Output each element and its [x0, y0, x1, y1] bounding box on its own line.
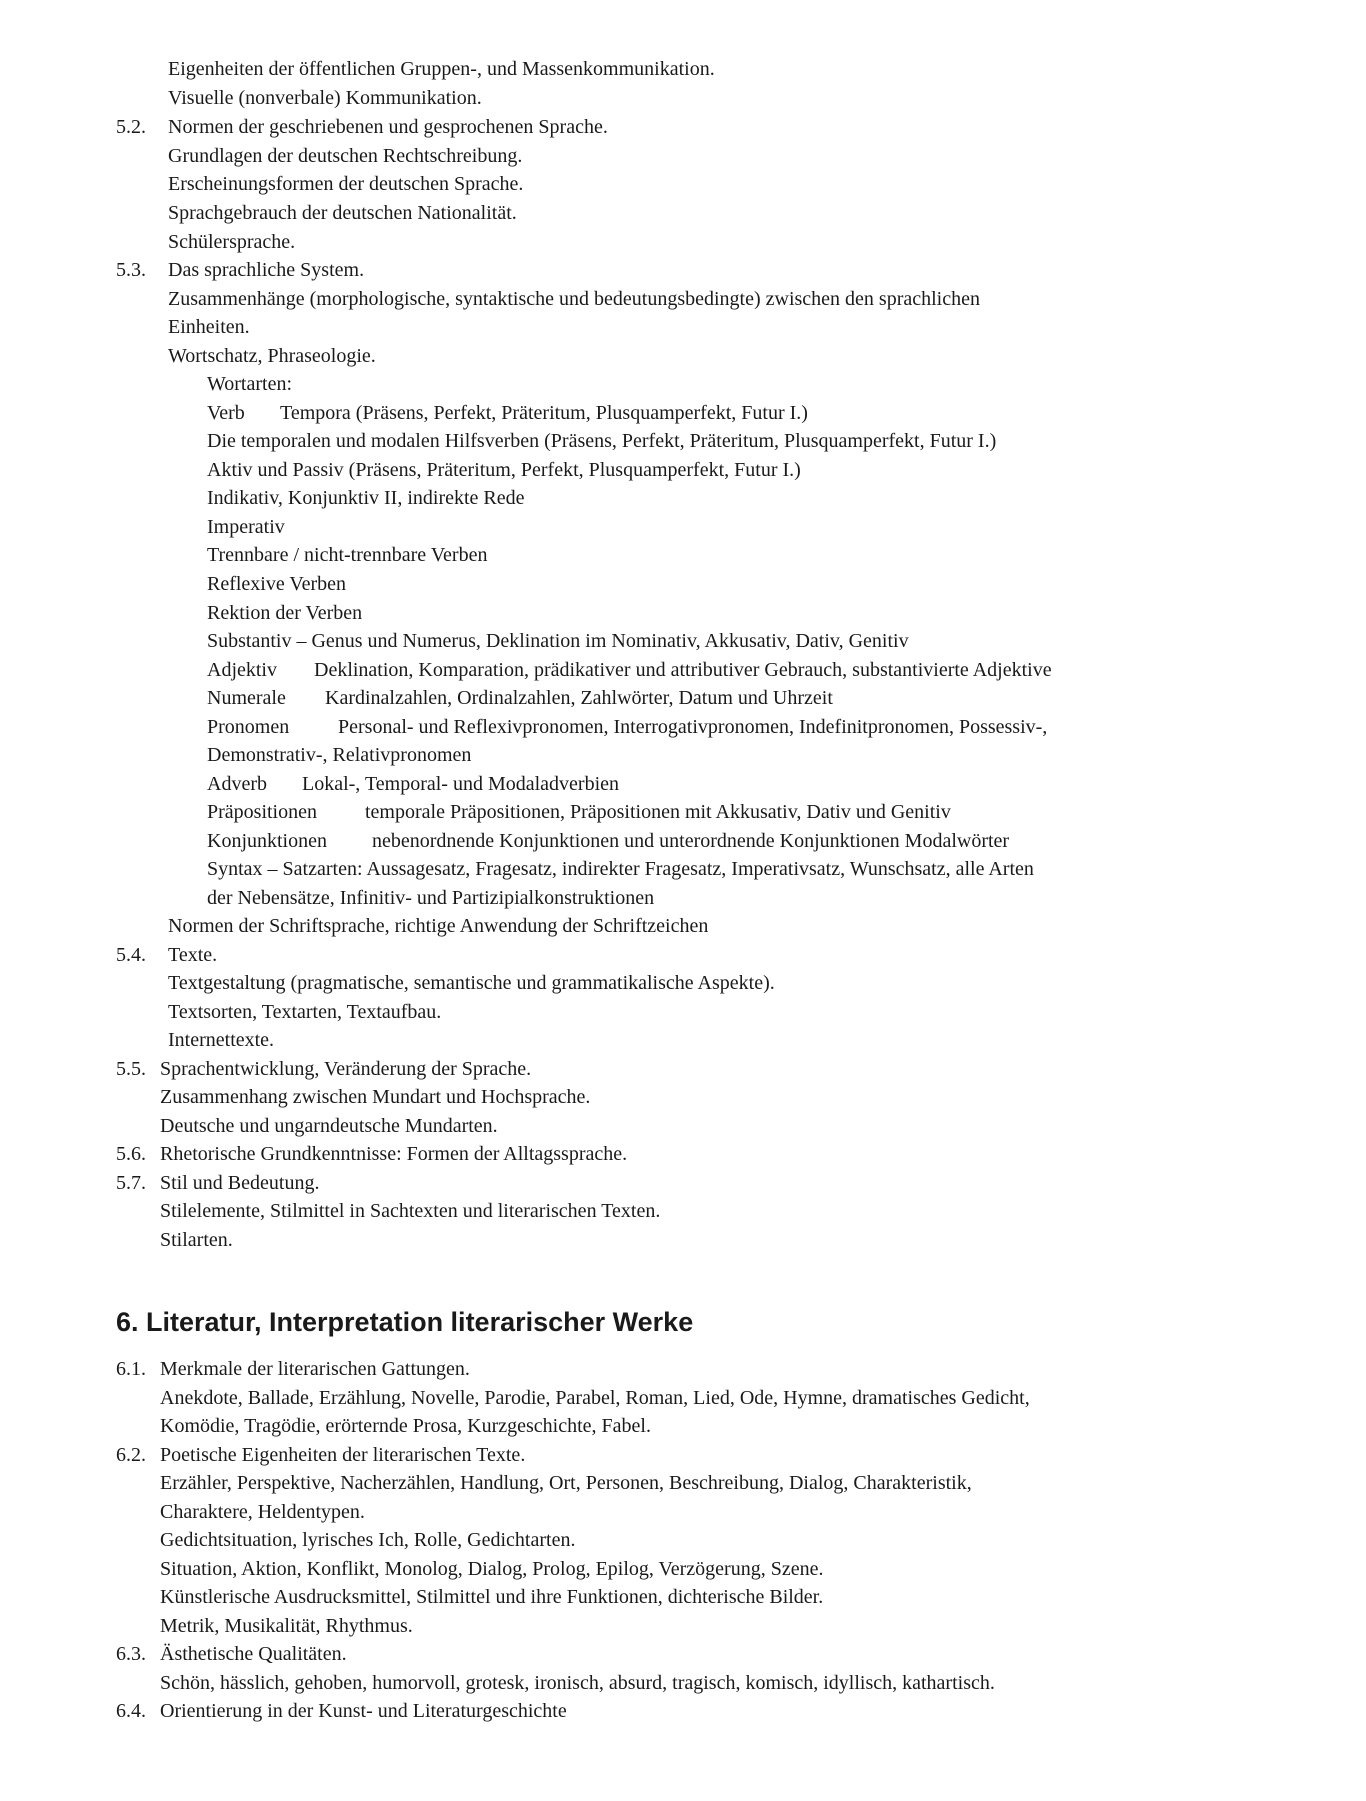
term-text: Lokal-, Temporal- und Modaladverbien — [302, 773, 620, 795]
wortart-praepositionen — [207, 798, 951, 826]
term-label: Präpositionen — [207, 801, 317, 823]
section-number: 5.6. — [116, 1143, 146, 1165]
term-text: temporale Präpositionen, Präpositionen mit Akkusativ, Dativ und Genitiv — [365, 801, 951, 823]
text-line: Eigenheiten der öffentlichen Gruppen-, und Massenkommunikation. — [168, 58, 715, 80]
list-item: Charaktere, Heldentypen. — [160, 1501, 365, 1523]
section-number: 6.3. — [116, 1643, 146, 1665]
wortart-numerale — [207, 684, 833, 712]
list-item: Anekdote, Ballade, Erzählung, Novelle, Parodie, Parabel, Roman, Lied, Ode, Hymne, dramatisches Gedicht, — [160, 1387, 1030, 1409]
term-text: Tempora (Präsens, Perfekt, Präteritum, Plusquamperfekt, Futur I.) — [280, 402, 808, 424]
term-label: Konjunktionen — [207, 830, 327, 852]
list-item: Wortarten: — [207, 373, 293, 395]
list-item: Zusammenhänge (morphologische, syntaktische und bedeutungsbedingte) zwischen den sprachlichen — [168, 288, 980, 310]
section-title: Normen der geschriebenen und gesprochenen Sprache. — [168, 116, 608, 138]
list-item: Imperativ — [207, 516, 285, 538]
list-item: Die temporalen und modalen Hilfsverben (Präsens, Perfekt, Präteritum, Plusquamperfekt, Futur I.) — [207, 430, 997, 452]
section-title: Das sprachliche System. — [168, 259, 365, 281]
section-title: Stil und Bedeutung. — [160, 1172, 320, 1194]
list-item: Deutsche und ungarndeutsche Mundarten. — [160, 1115, 498, 1137]
list-item: Aktiv und Passiv (Präsens, Präteritum, Perfekt, Plusquamperfekt, Futur I.) — [207, 459, 801, 481]
term-text: Personal- und Reflexivpronomen, Interrogativpronomen, Indefinitpronomen, Possessiv-, — [338, 716, 1048, 738]
list-item: Textsorten, Textarten, Textaufbau. — [168, 1001, 442, 1023]
term-text: Kardinalzahlen, Ordinalzahlen, Zahlwörter, Datum und Uhrzeit — [325, 687, 833, 709]
section-number: 5.2. — [116, 116, 146, 138]
list-item: Rektion der Verben — [207, 602, 363, 624]
list-item: Stilelemente, Stilmittel in Sachtexten und literarischen Texten. — [160, 1200, 661, 1222]
section-number: 5.3. — [116, 259, 146, 281]
section-title: Orientierung in der Kunst- und Literaturgeschichte — [160, 1700, 567, 1722]
list-item: Grundlagen der deutschen Rechtschreibung. — [168, 145, 523, 167]
list-item: Situation, Aktion, Konflikt, Monolog, Dialog, Prolog, Epilog, Verzögerung, Szene. — [160, 1558, 824, 1580]
wortart-konjunktionen — [207, 827, 1009, 855]
list-item: Schön, hässlich, gehoben, humorvoll, grotesk, ironisch, absurd, tragisch, komisch, idyllisch, kathartisch. — [160, 1672, 995, 1694]
term-label: Numerale — [207, 687, 286, 709]
term-text: Deklination, Komparation, prädikativer und attributiver Gebrauch, substantivierte Adjektive — [314, 659, 1052, 681]
list-item: Erzähler, Perspektive, Nacherzählen, Handlung, Ort, Personen, Beschreibung, Dialog, Charakteristik, — [160, 1472, 972, 1494]
list-item: Stilarten. — [160, 1229, 233, 1251]
wortart-adverb — [207, 770, 619, 798]
list-item: Substantiv – Genus und Numerus, Deklination im Nominativ, Akkusativ, Dativ, Genitiv — [207, 630, 909, 652]
term-label: Verb — [207, 402, 245, 424]
section-number: 6.4. — [116, 1700, 146, 1722]
section-number: 6.1. — [116, 1358, 146, 1380]
wortart-pronomen — [207, 713, 1047, 741]
list-item: der Nebensätze, Infinitiv- und Partizipialkonstruktionen — [207, 887, 655, 909]
list-item: Normen der Schriftsprache, richtige Anwendung der Schriftzeichen — [168, 915, 709, 937]
list-item: Sprachgebrauch der deutschen Nationalität. — [168, 202, 517, 224]
section-title: Rhetorische Grundkenntnisse: Formen der Alltagssprache. — [160, 1143, 628, 1165]
list-item: Reflexive Verben — [207, 573, 347, 595]
section-title: Poetische Eigenheiten der literarischen Texte. — [160, 1444, 526, 1466]
list-item: Textgestaltung (pragmatische, semantische und grammatikalische Aspekte). — [168, 972, 775, 994]
list-item: Komödie, Tragödie, erörternde Prosa, Kurzgeschichte, Fabel. — [160, 1415, 651, 1437]
list-item: Internettexte. — [168, 1029, 275, 1051]
term-text: nebenordnende Konjunktionen und unterordnende Konjunktionen Modalwörter — [372, 830, 1010, 852]
list-item: Wortschatz, Phraseologie. — [168, 345, 376, 367]
wortart-verb — [207, 399, 808, 427]
section-number: 5.5. — [116, 1058, 146, 1080]
term-label: Adjektiv — [207, 659, 277, 681]
section-number: 6.2. — [116, 1444, 146, 1466]
wortart-adjektiv — [207, 656, 1052, 684]
section-number: 5.7. — [116, 1172, 146, 1194]
text-line: Visuelle (nonverbale) Kommunikation. — [168, 87, 482, 109]
list-item: Demonstrativ-, Relativpronomen — [207, 744, 472, 766]
list-item: Erscheinungsformen der deutschen Sprache. — [168, 173, 524, 195]
term-label: Pronomen — [207, 716, 290, 738]
list-item: Trennbare / nicht-trennbare Verben — [207, 544, 488, 566]
list-item: Einheiten. — [168, 316, 250, 338]
section-title: Ästhetische Qualitäten. — [160, 1643, 347, 1665]
section-heading: 6. Literatur, Interpretation literarischer Werke — [116, 1307, 694, 1337]
list-item: Zusammenhang zwischen Mundart und Hochsprache. — [160, 1086, 591, 1108]
list-item: Syntax – Satzarten: Aussagesatz, Fragesatz, indirekter Fragesatz, Imperativsatz, Wunschsatz, alle Arten — [207, 858, 1034, 880]
term-label: Adverb — [207, 773, 267, 795]
section-title: Texte. — [168, 944, 218, 966]
list-item: Künstlerische Ausdrucksmittel, Stilmittel und ihre Funktionen, dichterische Bilder. — [160, 1586, 824, 1608]
section-number: 5.4. — [116, 944, 146, 966]
list-item: Metrik, Musikalität, Rhythmus. — [160, 1615, 413, 1637]
list-item: Gedichtsituation, lyrisches Ich, Rolle, Gedichtarten. — [160, 1529, 576, 1551]
list-item: Schülersprache. — [168, 231, 296, 253]
section-title: Merkmale der literarischen Gattungen. — [160, 1358, 470, 1380]
list-item: Indikativ, Konjunktiv II, indirekte Rede — [207, 487, 525, 509]
section-title: Sprachentwicklung, Veränderung der Sprache. — [160, 1058, 532, 1080]
